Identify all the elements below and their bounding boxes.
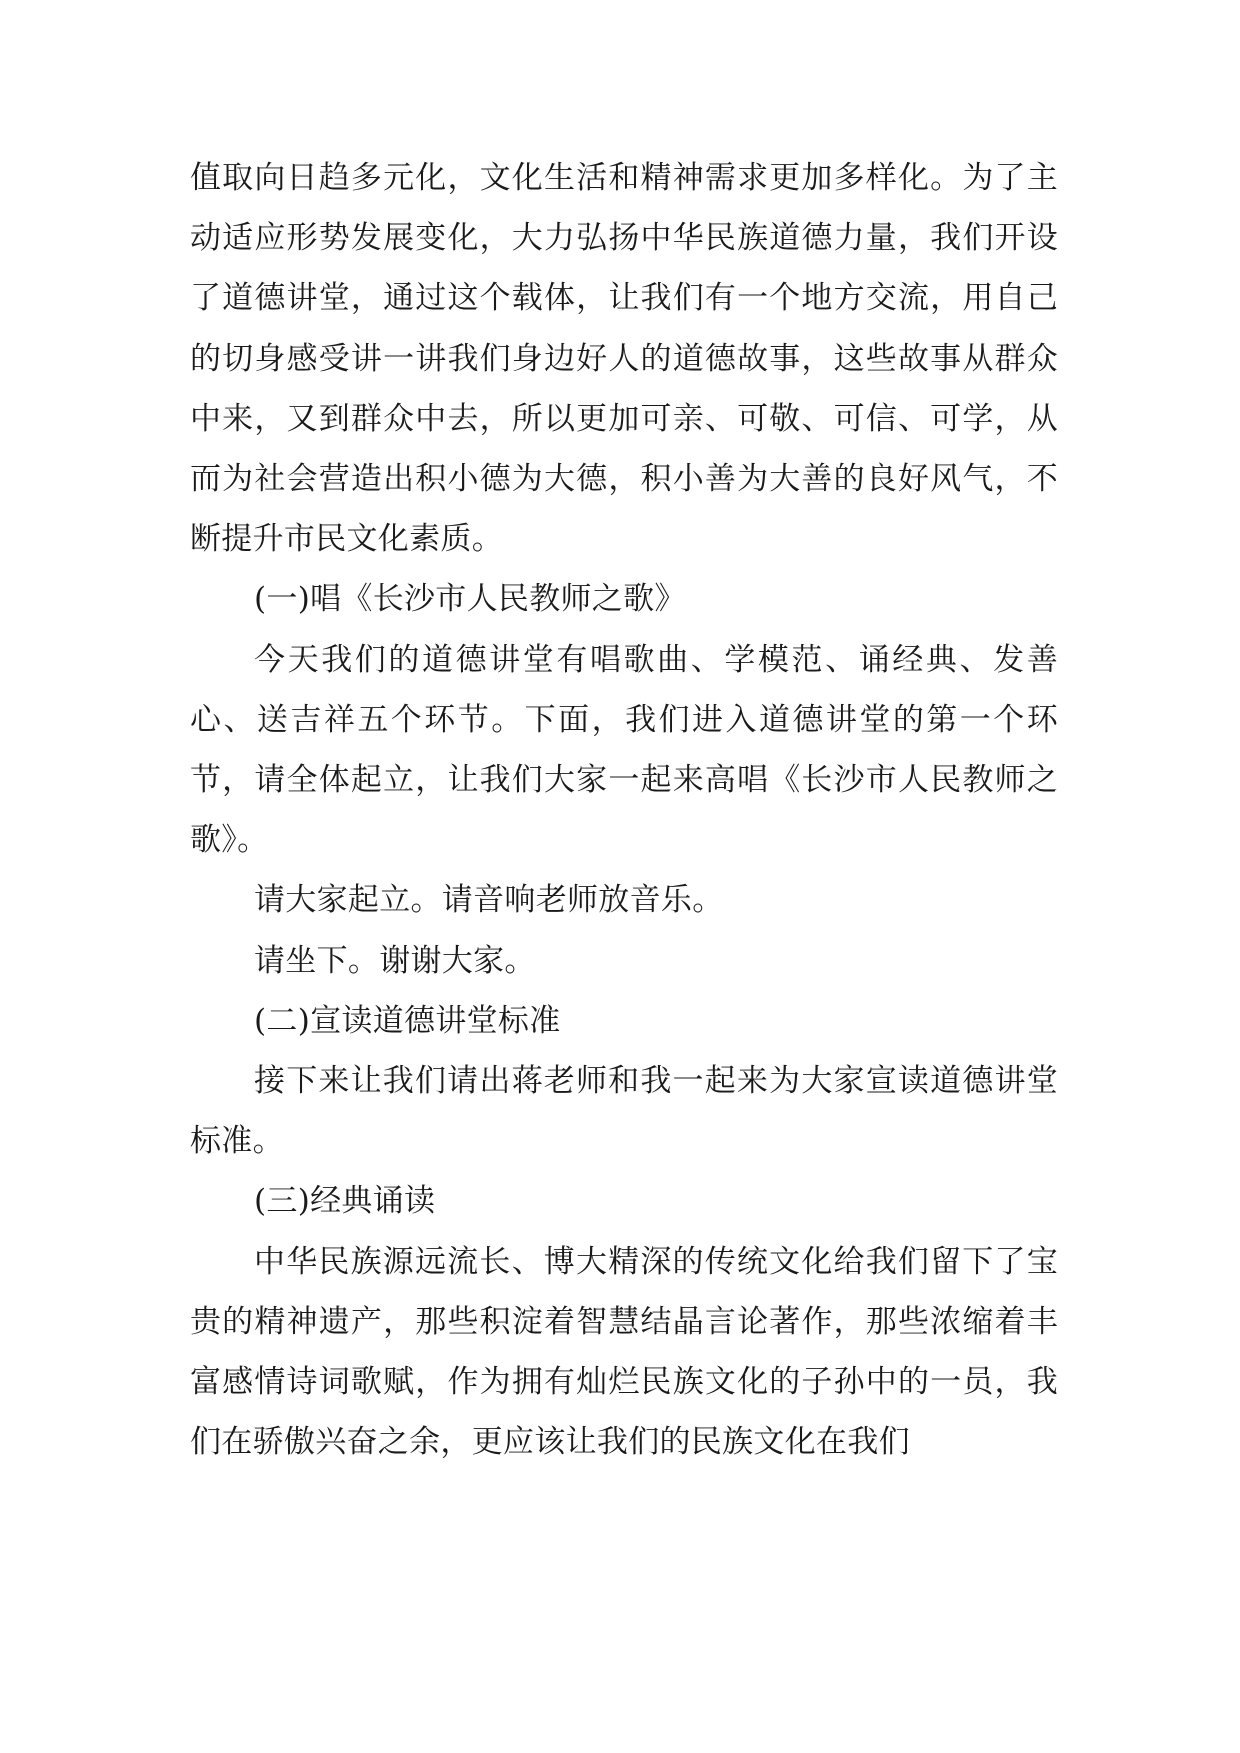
paragraph-continuation: 值取向日趋多元化，文化生活和精神需求更加多样化。为了主动适应形势发展变化，大力弘扬中华民族道德力量，我们开设了道德讲堂，通过这个载体，让我们有一个地方交流，用自己的切身感受讲一讲我们身边好人的道德故事，这些故事从群众中来，又到群众中去，所以更加可亲、可敬、可信、可学，从而为社会营造出积小德为大德，积小善为大善的良好风气，不断提升市民文化素质。 — [190, 160, 1058, 558]
paragraph-stand-up: 请大家起立。请音响老师放音乐。 — [254, 882, 724, 919]
section-heading-3: (三)经典诵读 — [254, 1183, 436, 1220]
paragraph-read-standard: 接下来让我们请出蒋老师和我一起来为大家宣读道德讲堂标准。 — [190, 1063, 1058, 1160]
section-heading-1: (一)唱《长沙市人民教师之歌》 — [254, 581, 686, 618]
section-heading-2: (二)宣读道德讲堂标准 — [254, 1002, 561, 1039]
paragraph-classics: 中华民族源远流长、博大精深的传统文化给我们留下了宝贵的精神遗产，那些积淀着智慧结晶言论著作，那些浓缩着丰富感情诗词歌赋，作为拥有灿烂民族文化的子孙中的一员，我们在骄傲兴奋之余，更应该让我们的民族文化在我们 — [190, 1243, 1058, 1461]
paragraph-sit-down: 请坐下。谢谢大家。 — [254, 942, 536, 979]
paragraph-intro: 今天我们的道德讲堂有唱歌曲、学模范、诵经典、发善心、送吉祥五个环节。下面，我们进入道德讲堂的第一个环节，请全体起立，让我们大家一起来高唱《长沙市人民教师之歌》。 — [190, 641, 1058, 859]
document-body — [190, 148, 1058, 1472]
